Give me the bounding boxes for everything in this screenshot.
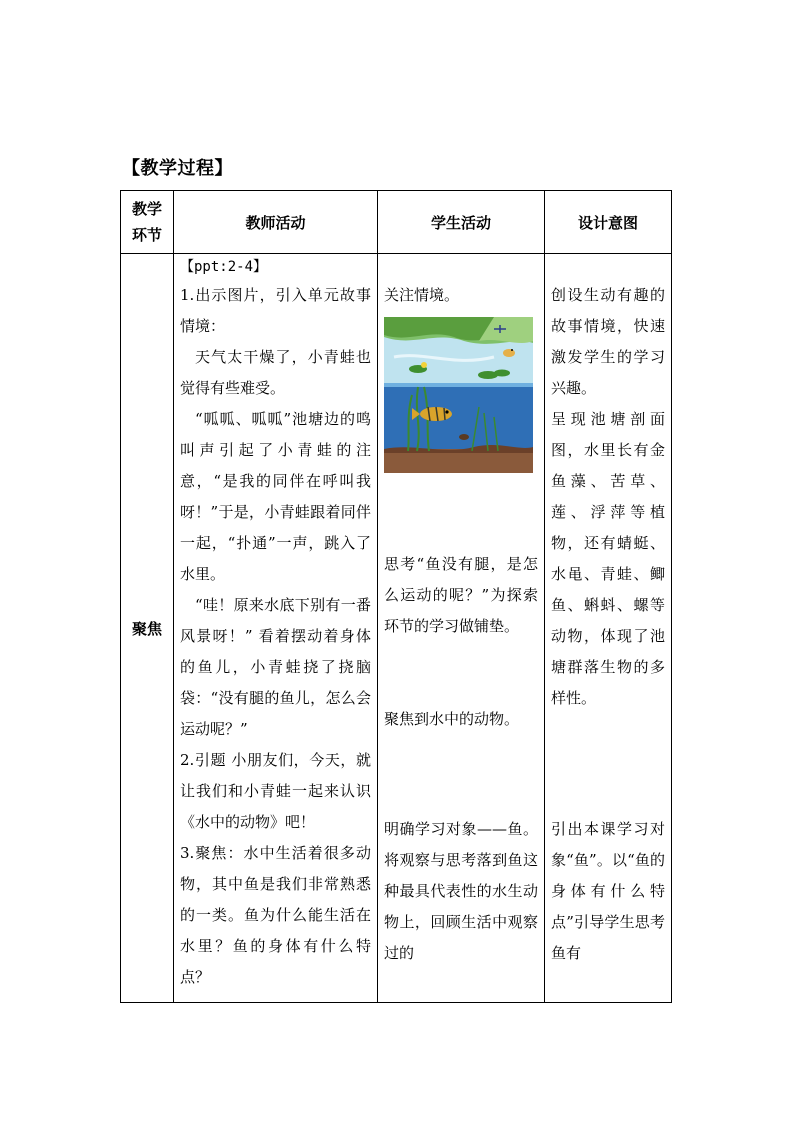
teacher-cell (174, 254, 378, 1003)
lesson-table (120, 190, 672, 1003)
student-activity-1: 关注情境。 (384, 286, 460, 304)
header-stage-line-2: 环节 (131, 226, 162, 244)
teacher-story-1: 天气太干燥了，小青蛙也觉得有些难受。 (180, 348, 371, 397)
student-cell (378, 254, 545, 1003)
header-intent: 设计意图 (545, 191, 672, 254)
header-stage (121, 191, 174, 254)
stage-cell: 聚焦 (121, 254, 174, 1003)
section-title: 【教学过程】 (122, 158, 233, 179)
teacher-step-2: 2.引题 小朋友们，今天，就让我们和小青蛙一起来认识《水中的动物》吧！ (180, 751, 371, 831)
intent-cell (545, 254, 672, 1003)
ppt-reference: 【ppt:2-4】 (180, 259, 268, 275)
header-student: 学生活动 (378, 191, 545, 254)
table-header-row (121, 191, 672, 254)
teacher-step-1: 1.出示图片，引入单元故事情境： (180, 286, 371, 335)
header-stage-line-1: 教学 (131, 200, 162, 218)
intent-2: 呈现池塘剖面图，水里长有金鱼藻、苦草、莲、浮萍等植物，还有蜻蜓、水黾、青蛙、鲫鱼、蝌蚪、螺等动物，体现了池塘群落生物的多样性。 (551, 410, 665, 707)
teacher-step-3: 3.聚焦：水中生活着很多动物，其中鱼是我们非常熟悉的一类。鱼为什么能生活在水里？鱼的身体有什么特点？ (180, 844, 371, 986)
student-activity-2: 思考“鱼没有腿，是怎么运动的呢？”为探索环节的学习做铺垫。 (384, 555, 538, 635)
intent-3: 引出本课学习对象“鱼”。以“鱼的身体有什么特点”引导学生思考鱼有 (551, 820, 665, 962)
teacher-story-2: “呱呱、呱呱”池塘边的鸣叫声引起了小青蛙的注意，“是我的同伴在呼叫我呀！”于是，小青蛙跟着同伴一起，“扑通”一声，跳入了水里。 (180, 410, 371, 583)
pond-cross-section-illustration (384, 317, 533, 473)
student-activity-4: 明确学习对象——鱼。将观察与思考落到鱼这种最具代表性的水生动物上，回顾生活中观察过的 (384, 820, 538, 962)
intent-1: 创设生动有趣的故事情境，快速激发学生的学习兴趣。 (551, 286, 665, 397)
teacher-story-3: “哇！原来水底下别有一番风景呀！” 看着摆动着身体的鱼儿，小青蛙挠了挠脑袋：“没有腿的鱼儿，怎么会运动呢？” (180, 596, 371, 738)
table-row (121, 254, 672, 1003)
student-activity-3: 聚焦到水中的动物。 (384, 710, 520, 728)
header-teacher: 教师活动 (174, 191, 378, 254)
